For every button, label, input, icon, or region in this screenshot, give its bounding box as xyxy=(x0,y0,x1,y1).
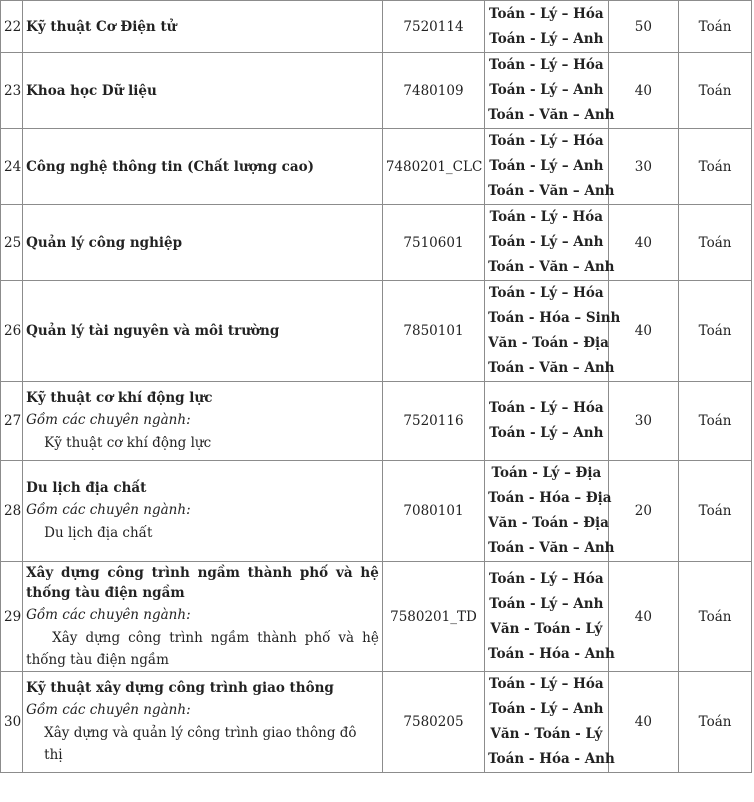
program-name: Kỹ thuật Cơ Điện tử xyxy=(26,18,177,35)
program-name-cell xyxy=(23,281,383,382)
combo: Toán - Lý – Hóa xyxy=(489,133,604,149)
combo: Toán - Lý – Anh xyxy=(489,158,604,174)
program-code: 7520116 xyxy=(382,382,484,461)
combo: Toán - Lý – Hóa xyxy=(489,5,604,22)
combo: Toán - Hóa – Địa xyxy=(488,490,612,506)
row-number: 23 xyxy=(1,53,23,129)
program-name-cell xyxy=(23,672,383,773)
combo: Toán - Lý – Hóa xyxy=(489,57,604,73)
row-number: 27 xyxy=(1,382,23,461)
combo: Toán - Lý - Hóa xyxy=(489,209,604,225)
specialization-label: Gồm các chuyên ngành: xyxy=(26,502,191,518)
subject-combos xyxy=(485,205,615,281)
combo: Toán - Văn – Anh xyxy=(488,183,615,199)
specialization-name: Xây dựng công trình ngầm thành phố và hệ thống tàu điện ngầm xyxy=(26,629,379,668)
quota: 20 xyxy=(608,461,679,562)
program-name: Quản lý công nghiệp xyxy=(26,234,183,251)
table-row xyxy=(1,382,752,461)
row-number: 28 xyxy=(1,461,23,562)
combo: Toán - Văn – Anh xyxy=(488,259,615,275)
quota: 40 xyxy=(608,562,679,672)
specialization-name: Du lịch địa chất xyxy=(44,525,153,541)
combo: Toán - Lý – Anh xyxy=(489,30,604,47)
program-code: 7480109 xyxy=(382,53,484,129)
program-code: 7580205 xyxy=(382,672,484,773)
table-row xyxy=(1,672,752,773)
program-name: Quản lý tài nguyên và môi trường xyxy=(26,323,280,339)
program-name: Kỹ thuật cơ khí động lực xyxy=(26,390,213,406)
subject-combos xyxy=(485,382,608,461)
subject-combos xyxy=(485,562,615,672)
specialization-name: Xây dựng và quản lý công trình giao thông đô thị xyxy=(44,725,357,763)
program-name: Du lịch địa chất xyxy=(26,480,147,496)
subject-combos xyxy=(485,53,615,129)
combo: Văn - Toán - Địa xyxy=(488,335,609,351)
main-subject: Toán xyxy=(679,53,752,129)
quota: 40 xyxy=(608,672,679,773)
quota: 30 xyxy=(608,382,679,461)
combo: Toán - Văn – Anh xyxy=(488,107,615,123)
combo: Toán - Lý – Hóa xyxy=(489,570,604,587)
combo: Toán - Lý – Anh xyxy=(489,595,604,612)
program-name: Công nghệ thông tin (Chất lượng cao) xyxy=(26,158,314,175)
program-name-cell xyxy=(23,53,383,129)
main-subject: Toán xyxy=(679,281,752,382)
row-number: 30 xyxy=(1,672,23,773)
combo: Toán - Hóa - Anh xyxy=(488,751,615,767)
combo: Văn - Toán - Lý xyxy=(490,620,603,637)
main-subject: Toán xyxy=(679,129,752,205)
combo: Toán - Lý – Anh xyxy=(489,234,604,250)
combo: Toán - Lý – Hóa xyxy=(489,676,604,692)
subject-combos xyxy=(485,281,621,382)
table-row xyxy=(1,53,752,129)
program-name-cell xyxy=(23,382,383,461)
program-name-cell xyxy=(23,562,383,672)
row-number: 26 xyxy=(1,281,23,382)
combo: Toán - Văn – Anh xyxy=(488,540,615,556)
combo: Toán - Lý – Anh xyxy=(489,82,604,98)
program-name: Kỹ thuật xây dựng công trình giao thông xyxy=(26,680,334,696)
combo: Văn - Toán - Lý xyxy=(490,726,603,742)
program-name-cell xyxy=(23,205,383,281)
main-subject: Toán xyxy=(679,1,752,53)
row-number: 29 xyxy=(1,562,23,672)
quota: 40 xyxy=(608,53,679,129)
quota: 40 xyxy=(608,281,679,382)
program-name: Khoa học Dữ liệu xyxy=(26,82,157,99)
table-row xyxy=(1,205,752,281)
combo: Toán - Lý – Địa xyxy=(491,465,602,481)
combo: Toán - Lý – Hóa xyxy=(489,400,604,416)
main-subject: Toán xyxy=(679,382,752,461)
combo: Toán - Lý – Hóa xyxy=(489,285,604,301)
specialization-name: Kỹ thuật cơ khí động lực xyxy=(44,435,212,451)
quota: 50 xyxy=(608,1,679,53)
combo: Toán - Văn – Anh xyxy=(488,360,615,376)
subject-combos xyxy=(485,1,608,53)
row-number: 22 xyxy=(1,1,23,53)
subject-combos xyxy=(485,461,615,562)
program-code: 7580201_TD xyxy=(382,562,484,672)
specialization-label: Gồm các chuyên ngành: xyxy=(26,412,191,428)
combo: Toán - Lý – Anh xyxy=(489,425,604,441)
row-number: 24 xyxy=(1,129,23,205)
combo: Toán - Hóa – Sinh xyxy=(488,310,621,326)
specialization-label: Gồm các chuyên ngành: xyxy=(26,606,191,623)
main-subject: Toán xyxy=(679,461,752,562)
program-name: Xây dựng công trình ngầm thành phố và hệ thống tàu điện ngầm xyxy=(26,564,379,601)
table-row xyxy=(1,281,752,382)
quota: 30 xyxy=(608,129,679,205)
program-code: 7520114 xyxy=(382,1,484,53)
subject-combos xyxy=(485,129,615,205)
main-subject: Toán xyxy=(679,562,752,672)
main-subject: Toán xyxy=(679,205,752,281)
quota: 40 xyxy=(608,205,679,281)
table-row xyxy=(1,1,752,53)
program-code: 7850101 xyxy=(382,281,484,382)
main-subject: Toán xyxy=(679,672,752,773)
table-row xyxy=(1,129,752,205)
program-name-cell xyxy=(23,129,383,205)
table-row xyxy=(1,461,752,562)
combo: Toán - Lý – Anh xyxy=(489,701,604,717)
table-row xyxy=(1,562,752,672)
row-number: 25 xyxy=(1,205,23,281)
combo: Văn - Toán - Địa xyxy=(488,515,609,531)
combo: Toán - Hóa - Anh xyxy=(488,645,615,662)
program-code: 7480201_CLC xyxy=(382,129,484,205)
program-code: 7080101 xyxy=(382,461,484,562)
program-name-cell xyxy=(23,461,383,562)
program-code: 7510601 xyxy=(382,205,484,281)
subject-combos xyxy=(485,672,615,773)
program-name-cell xyxy=(23,1,383,53)
specialization-label: Gồm các chuyên ngành: xyxy=(26,702,191,718)
